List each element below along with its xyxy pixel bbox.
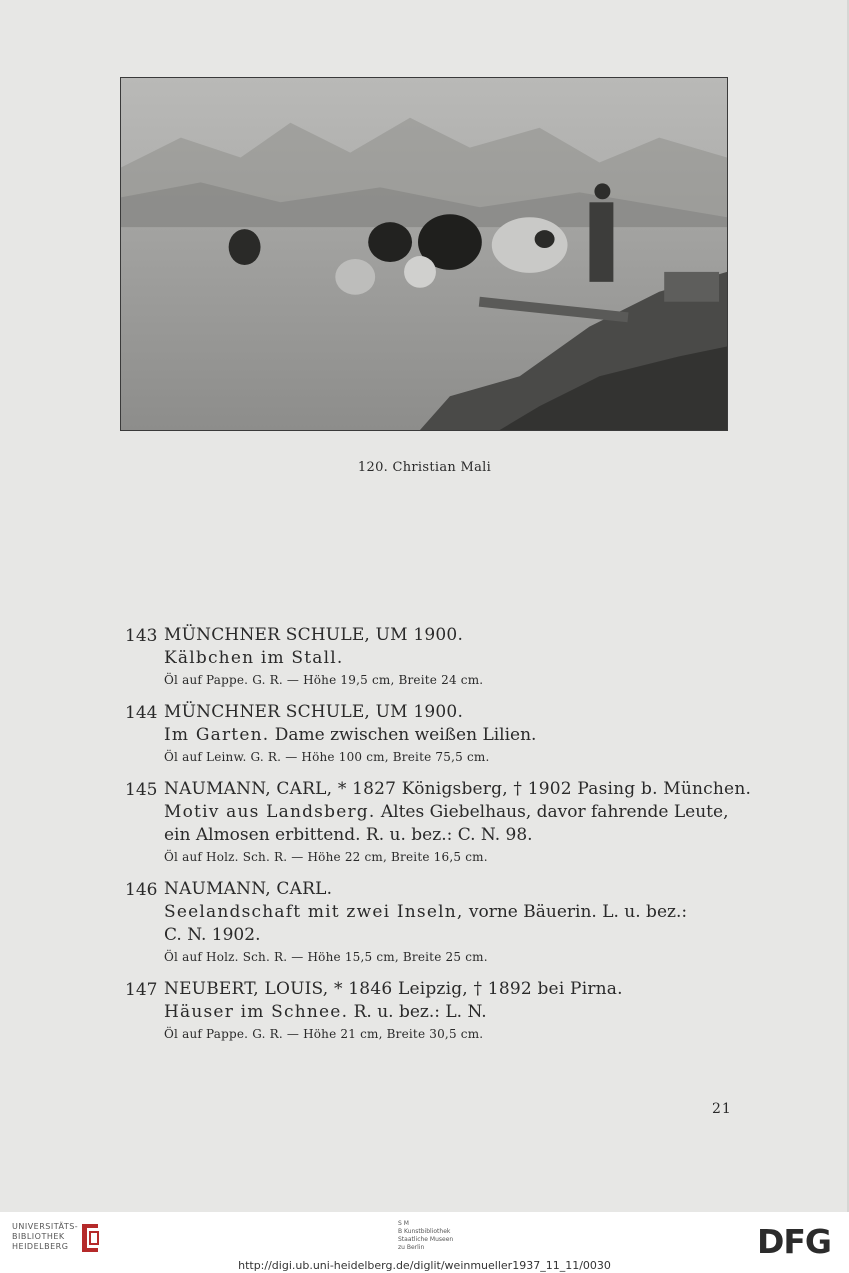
entry-description (164, 801, 760, 824)
entry-number: 143 (125, 626, 158, 646)
entry-body (164, 878, 760, 966)
catalog-entry-144 (120, 701, 760, 766)
entry-number: 146 (125, 880, 158, 900)
entry-number: 144 (125, 703, 158, 723)
entry-body (164, 978, 760, 1043)
kunstbibliothek-logo[interactable] (398, 1220, 453, 1252)
kunstbibliothek-logo-line: zu Berlin (398, 1244, 425, 1251)
ub-logo-line: BIBLIOTHEK (12, 1232, 65, 1241)
ub-mark-icon (78, 1220, 102, 1256)
entry-artist: NAUMANN, CARL. (164, 879, 333, 899)
entry-title: Im Garten. (164, 725, 270, 745)
entry-title: Kälbchen im Stall. (164, 648, 344, 668)
entry-body (164, 778, 760, 866)
entry-medium-dimensions: Öl auf Leinw. G. R. — Höhe 100 cm, Breite 75,5 cm. (164, 750, 490, 764)
catalog-entries (120, 624, 760, 1055)
painting-illustration (121, 78, 727, 430)
catalog-entry-145 (120, 778, 760, 866)
entry-description (164, 901, 760, 924)
entry-title: Motiv aus Landsberg. (164, 802, 376, 822)
entry-artist: MÜNCHNER SCHULE, UM 1900. (164, 625, 464, 645)
entry-description-text: R. u. bez.: L. N. (348, 1002, 487, 1022)
entry-description (164, 1001, 760, 1024)
catalog-entry-146 (120, 878, 760, 966)
source-url-link[interactable]: http://digi.ub.uni-heidelberg.de/diglit/weinmueller1937_11_11/0030 (238, 1259, 611, 1272)
entry-medium-dimensions: Öl auf Holz. Sch. R. — Höhe 22 cm, Breite 16,5 cm. (164, 850, 488, 864)
entry-artist: NAUMANN, CARL, * 1827 Königsberg, † 1902 Pasing b. München. (164, 779, 752, 799)
entry-artist: NEUBERT, LOUIS, * 1846 Leipzig, † 1892 bei Pirna. (164, 979, 623, 999)
entry-body (164, 701, 760, 766)
ub-logo-line: HEIDELBERG (12, 1242, 69, 1251)
dfg-logo[interactable]: DFG (757, 1222, 832, 1261)
catalog-entry-147 (120, 978, 760, 1043)
entry-medium-dimensions: Öl auf Holz. Sch. R. — Höhe 15,5 cm, Breite 25 cm. (164, 950, 488, 964)
figure-caption: 120. Christian Mali (357, 460, 492, 475)
entry-description-line: ein Almosen erbittend. R. u. bez.: C. N. 98. (164, 825, 533, 845)
entry-medium-dimensions: Öl auf Pappe. G. R. — Höhe 19,5 cm, Breite 24 cm. (164, 673, 484, 687)
entry-title: Häuser im Schnee. (164, 1002, 349, 1022)
kunstbibliothek-logo-line: S M (398, 1220, 409, 1227)
entry-description (164, 724, 760, 747)
entry-description-text: Altes Giebelhaus, davor fahrende Leute, (375, 802, 729, 822)
entry-body (164, 624, 760, 689)
entry-description-text: vorne Bäuerin. L. u. bez.: (463, 902, 688, 922)
ub-logo-line: UNIVERSITÄTS- (12, 1222, 79, 1231)
entry-title: Seelandschaft mit zwei Inseln, (164, 902, 464, 922)
painting-photo (120, 77, 728, 431)
entry-description-line: C. N. 1902. (164, 925, 261, 945)
kunstbibliothek-logo-line: B Kunstbibliothek (398, 1228, 451, 1235)
catalog-entry-143 (120, 624, 760, 689)
entry-number: 147 (125, 980, 158, 1000)
entry-description-text: Dame zwischen weißen Lilien. (269, 725, 537, 745)
entry-medium-dimensions: Öl auf Pappe. G. R. — Höhe 21 cm, Breite 30,5 cm. (164, 1027, 484, 1041)
page-number: 21 (712, 1101, 732, 1117)
entry-number: 145 (125, 780, 158, 800)
entry-artist: MÜNCHNER SCHULE, UM 1900. (164, 702, 464, 722)
ub-heidelberg-logo[interactable] (12, 1222, 78, 1252)
entry-description (164, 647, 760, 670)
kunstbibliothek-logo-line: Staatliche Museen (398, 1236, 454, 1243)
